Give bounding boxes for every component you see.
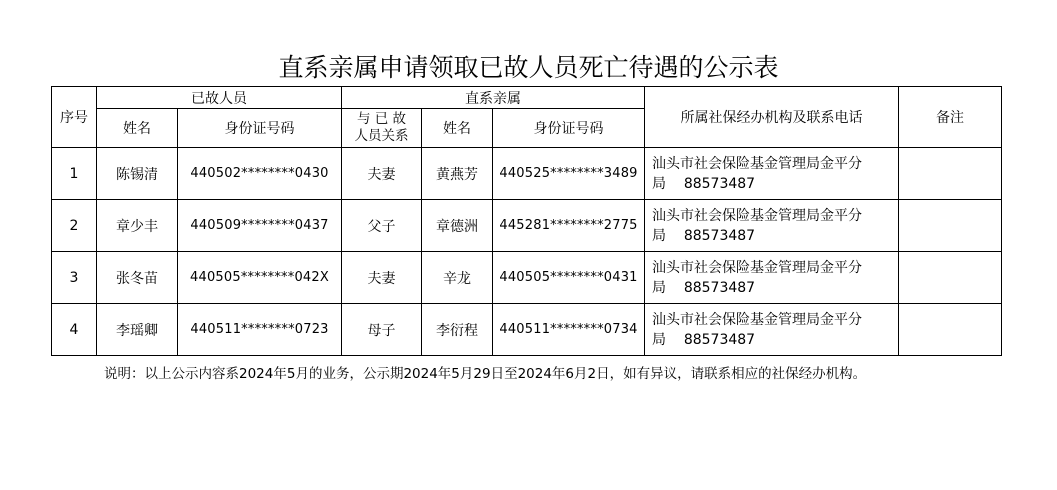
cell-org bbox=[645, 252, 899, 304]
cell-seq: 2 bbox=[52, 200, 97, 252]
cell-rel-id: 445281********2775 bbox=[493, 200, 645, 252]
table-row bbox=[52, 252, 1002, 304]
announcement-table bbox=[51, 86, 1002, 356]
footnote: 说明：以上公示内容系2024年5月的业务，公示期2024年5月29日至2024年6月2日，如有异议，请联系相应的社保经办机构。 bbox=[104, 366, 867, 382]
table-row bbox=[52, 200, 1002, 252]
cell-rel-name: 辛龙 bbox=[422, 252, 493, 304]
header-remark: 备注 bbox=[899, 87, 1002, 148]
cell-relation: 母子 bbox=[342, 304, 422, 356]
cell-id: 440509********0437 bbox=[178, 200, 342, 252]
cell-org bbox=[645, 200, 899, 252]
cell-name: 陈锡清 bbox=[97, 148, 178, 200]
org-phone: 88573487 bbox=[683, 227, 756, 244]
org-name-tail: 局 bbox=[652, 279, 666, 296]
cell-id: 440505********042X bbox=[178, 252, 342, 304]
org-phone: 88573487 bbox=[683, 331, 756, 348]
org-name: 汕头市社会保险基金管理局金平分 bbox=[652, 259, 862, 276]
header-rel-id-number: 身份证号码 bbox=[493, 109, 645, 148]
cell-seq: 1 bbox=[52, 148, 97, 200]
header-name: 姓名 bbox=[97, 109, 178, 148]
cell-seq: 4 bbox=[52, 304, 97, 356]
header-seq: 序号 bbox=[52, 87, 97, 148]
table-row bbox=[52, 304, 1002, 356]
header-relation-line2: 人员关系 bbox=[354, 128, 409, 144]
cell-remark bbox=[899, 200, 1002, 252]
cell-org bbox=[645, 148, 899, 200]
table-row bbox=[52, 148, 1002, 200]
cell-name: 张冬苗 bbox=[97, 252, 178, 304]
cell-rel-name: 黄燕芳 bbox=[422, 148, 493, 200]
header-id-number: 身份证号码 bbox=[178, 109, 342, 148]
org-phone: 88573487 bbox=[683, 279, 756, 296]
header-relation bbox=[342, 109, 422, 148]
header-org: 所属社保经办机构及联系电话 bbox=[645, 87, 899, 148]
org-name: 汕头市社会保险基金管理局金平分 bbox=[652, 311, 862, 328]
cell-rel-name: 章德洲 bbox=[422, 200, 493, 252]
cell-id: 440511********0723 bbox=[178, 304, 342, 356]
page-title: 直系亲属申请领取已故人员死亡待遇的公示表 bbox=[278, 53, 779, 82]
cell-remark bbox=[899, 148, 1002, 200]
cell-name: 章少丰 bbox=[97, 200, 178, 252]
cell-seq: 3 bbox=[52, 252, 97, 304]
org-name: 汕头市社会保险基金管理局金平分 bbox=[652, 207, 862, 224]
header-deceased-group: 已故人员 bbox=[97, 87, 342, 109]
cell-id: 440502********0430 bbox=[178, 148, 342, 200]
org-name-tail: 局 bbox=[652, 227, 666, 244]
cell-remark bbox=[899, 304, 1002, 356]
cell-relation: 父子 bbox=[342, 200, 422, 252]
header-relative-group: 直系亲属 bbox=[342, 87, 645, 109]
cell-rel-id: 440505********0431 bbox=[493, 252, 645, 304]
header-relation-line1: 与 已 故 bbox=[356, 111, 407, 127]
cell-relation: 夫妻 bbox=[342, 252, 422, 304]
org-name: 汕头市社会保险基金管理局金平分 bbox=[652, 155, 862, 172]
cell-relation: 夫妻 bbox=[342, 148, 422, 200]
cell-rel-id: 440511********0734 bbox=[493, 304, 645, 356]
cell-remark bbox=[899, 252, 1002, 304]
org-name-tail: 局 bbox=[652, 331, 666, 348]
org-name-tail: 局 bbox=[652, 175, 666, 192]
cell-rel-name: 李衍程 bbox=[422, 304, 493, 356]
cell-rel-id: 440525********3489 bbox=[493, 148, 645, 200]
header-rel-name: 姓名 bbox=[422, 109, 493, 148]
org-phone: 88573487 bbox=[683, 175, 756, 192]
cell-name: 李瑶卿 bbox=[97, 304, 178, 356]
cell-org bbox=[645, 304, 899, 356]
